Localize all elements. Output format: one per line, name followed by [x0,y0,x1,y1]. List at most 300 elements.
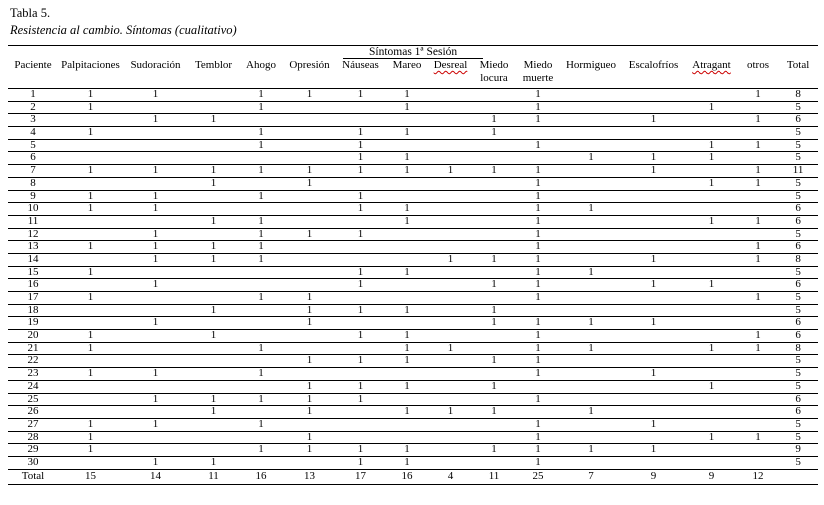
patient-cell: 9 [8,190,58,203]
mark-cell [188,266,239,279]
mark-cell [472,456,516,469]
mark-cell [123,444,188,457]
patient-cell: 3 [8,114,58,127]
mark-cell [58,406,123,419]
patient-cell: 14 [8,253,58,266]
mark-cell: 1 [385,330,429,343]
mark-cell [429,190,472,203]
mark-cell: 1 [123,418,188,431]
patient-cell: 30 [8,456,58,469]
mark-cell: 1 [123,317,188,330]
mark-cell [472,266,516,279]
mark-cell [738,101,778,114]
mark-cell: 1 [622,418,685,431]
mark-cell: 1 [385,355,429,368]
row-total-cell: 6 [778,203,818,216]
mark-cell: 1 [188,393,239,406]
mark-cell: 1 [685,380,738,393]
mark-cell [560,177,622,190]
mark-cell [385,228,429,241]
table-row [8,253,818,266]
mark-cell: 1 [336,89,385,102]
row-total-cell: 5 [778,355,818,368]
mark-cell: 1 [472,304,516,317]
mark-cell [429,266,472,279]
mark-cell: 1 [516,89,560,102]
patient-cell: 19 [8,317,58,330]
mark-cell: 1 [738,342,778,355]
mark-cell [472,292,516,305]
patient-cell: 2 [8,101,58,114]
mark-cell [560,431,622,444]
mark-cell [560,355,622,368]
mark-cell [283,253,336,266]
mark-cell [738,380,778,393]
totals-row [8,469,818,484]
mark-cell: 1 [336,127,385,140]
mark-cell [472,89,516,102]
mark-cell [560,393,622,406]
column-header-label: Opresión [289,59,330,71]
mark-cell: 1 [472,127,516,140]
table-row [8,444,818,457]
mark-cell [429,418,472,431]
mark-cell [123,342,188,355]
mark-cell: 1 [123,241,188,254]
row-total-cell: 5 [778,101,818,114]
mark-cell [560,228,622,241]
column-total-cell: 25 [516,469,560,484]
mark-cell [685,317,738,330]
mark-cell [283,456,336,469]
mark-cell: 1 [283,380,336,393]
patient-cell: 27 [8,418,58,431]
mark-cell: 1 [685,177,738,190]
mark-cell [188,127,239,140]
mark-cell [123,127,188,140]
mark-cell [472,393,516,406]
mark-cell: 1 [239,228,283,241]
mark-cell [472,101,516,114]
span-header-cell [8,46,818,60]
mark-cell [472,342,516,355]
mark-cell [429,456,472,469]
patient-cell: 17 [8,292,58,305]
mark-cell: 1 [516,368,560,381]
mark-cell [123,266,188,279]
mark-cell: 1 [123,368,188,381]
mark-cell [738,418,778,431]
mark-cell [738,279,778,292]
row-total-cell: 9 [778,444,818,457]
mark-cell [560,127,622,140]
mark-cell [622,89,685,102]
mark-cell [58,215,123,228]
row-total-cell: 5 [778,368,818,381]
mark-cell [188,418,239,431]
mark-cell [472,228,516,241]
mark-cell: 1 [560,152,622,165]
mark-cell: 1 [738,215,778,228]
mark-cell [58,139,123,152]
mark-cell [560,456,622,469]
mark-cell [429,139,472,152]
mark-cell [336,101,385,114]
mark-cell [685,89,738,102]
table-row [8,418,818,431]
mark-cell: 1 [58,165,123,178]
mark-cell [283,342,336,355]
mark-cell [622,127,685,140]
mark-cell: 1 [58,330,123,343]
grand-total-cell [778,469,818,484]
mark-cell [685,114,738,127]
mark-cell [472,368,516,381]
mark-cell: 1 [385,127,429,140]
mark-cell [58,304,123,317]
mark-cell: 1 [560,203,622,216]
mark-cell [738,228,778,241]
mark-cell [622,139,685,152]
mark-cell: 1 [385,342,429,355]
mark-cell: 1 [622,317,685,330]
column-total-cell: 13 [283,469,336,484]
mark-cell [429,304,472,317]
mark-cell: 1 [738,431,778,444]
mark-cell [283,127,336,140]
mark-cell [239,431,283,444]
mark-cell: 1 [283,444,336,457]
mark-cell [472,215,516,228]
mark-cell [188,279,239,292]
totals-label-cell: Total [8,469,58,484]
mark-cell: 1 [188,165,239,178]
mark-cell [385,139,429,152]
column-total-cell: 15 [58,469,123,484]
row-total-cell: 8 [778,89,818,102]
mark-cell [123,292,188,305]
mark-cell: 1 [516,177,560,190]
mark-cell [336,431,385,444]
table-row [8,393,818,406]
column-header [58,59,123,89]
mark-cell [622,101,685,114]
mark-cell: 1 [336,304,385,317]
mark-cell: 1 [685,279,738,292]
mark-cell [622,177,685,190]
column-header-label: Temblor [194,59,233,71]
mark-cell [516,152,560,165]
column-header [738,59,778,89]
mark-cell [685,330,738,343]
mark-cell [336,253,385,266]
mark-cell [123,330,188,343]
mark-cell: 1 [516,279,560,292]
mark-cell [685,304,738,317]
mark-cell: 1 [58,127,123,140]
mark-cell: 1 [516,203,560,216]
mark-cell [336,418,385,431]
mark-cell: 1 [738,241,778,254]
mark-cell [123,152,188,165]
patient-cell: 4 [8,127,58,140]
mark-cell [622,228,685,241]
mark-cell: 1 [123,203,188,216]
row-total-cell: 5 [778,152,818,165]
mark-cell: 1 [385,89,429,102]
mark-cell [622,266,685,279]
mark-cell [472,241,516,254]
mark-cell [283,215,336,228]
mark-cell [622,215,685,228]
patient-cell: 29 [8,444,58,457]
mark-cell: 1 [429,253,472,266]
mark-cell: 1 [560,317,622,330]
mark-cell: 1 [472,279,516,292]
patient-cell: 10 [8,203,58,216]
mark-cell: 1 [239,292,283,305]
mark-cell: 1 [385,215,429,228]
mark-cell: 1 [188,330,239,343]
mark-cell: 1 [336,165,385,178]
mark-cell [385,114,429,127]
mark-cell [429,292,472,305]
mark-cell: 1 [738,253,778,266]
table-row [8,304,818,317]
mark-cell: 1 [516,228,560,241]
mark-cell [429,368,472,381]
mark-cell [239,266,283,279]
mark-cell [429,215,472,228]
mark-cell: 1 [516,444,560,457]
mark-cell [336,406,385,419]
mark-cell: 1 [58,241,123,254]
mark-cell: 1 [58,342,123,355]
mark-cell: 1 [336,228,385,241]
mark-cell: 1 [516,342,560,355]
mark-cell [472,152,516,165]
mark-cell: 1 [685,152,738,165]
mark-cell [685,190,738,203]
mark-cell [58,253,123,266]
mark-cell: 1 [472,406,516,419]
mark-cell [239,317,283,330]
mark-cell: 1 [560,406,622,419]
mark-cell: 1 [429,165,472,178]
column-total-cell: 9 [685,469,738,484]
mark-cell [472,139,516,152]
mark-cell: 1 [336,355,385,368]
mark-cell [188,89,239,102]
mark-cell: 1 [622,165,685,178]
column-header [283,59,336,89]
mark-cell: 1 [336,152,385,165]
column-total-cell: 7 [560,469,622,484]
mark-cell: 1 [622,368,685,381]
mark-cell [429,228,472,241]
mark-cell [685,127,738,140]
mark-cell [685,355,738,368]
mark-cell [188,444,239,457]
table-row [8,330,818,343]
mark-cell [58,456,123,469]
column-header-label: Sudoración [130,59,181,71]
mark-cell [239,279,283,292]
mark-cell [429,152,472,165]
table-row [8,152,818,165]
mark-cell: 1 [239,139,283,152]
column-header-row [8,59,818,89]
row-total-cell: 6 [778,406,818,419]
mark-cell: 1 [336,330,385,343]
mark-cell: 1 [738,114,778,127]
mark-cell [283,418,336,431]
table-row [8,456,818,469]
mark-cell: 1 [239,253,283,266]
mark-cell [188,292,239,305]
mark-cell [429,355,472,368]
mark-cell [738,203,778,216]
mark-cell [738,127,778,140]
mark-cell [516,127,560,140]
mark-cell [58,380,123,393]
mark-cell: 1 [385,444,429,457]
span-header-row [8,46,818,60]
mark-cell [188,431,239,444]
mark-cell [429,114,472,127]
mark-cell [685,393,738,406]
mark-cell [123,406,188,419]
mark-cell: 1 [516,215,560,228]
row-total-cell: 6 [778,114,818,127]
column-header-label: Escalofríos [628,59,679,71]
column-header [8,59,58,89]
patient-cell: 16 [8,279,58,292]
mark-cell: 1 [516,139,560,152]
mark-cell: 1 [516,266,560,279]
mark-cell [560,190,622,203]
patient-cell: 26 [8,406,58,419]
mark-cell [622,355,685,368]
mark-cell: 1 [738,177,778,190]
mark-cell: 1 [516,317,560,330]
mark-cell: 1 [516,418,560,431]
patient-cell: 24 [8,380,58,393]
mark-cell: 1 [516,292,560,305]
mark-cell: 1 [123,165,188,178]
mark-cell [622,190,685,203]
mark-cell [560,241,622,254]
mark-cell: 1 [385,406,429,419]
mark-cell: 1 [516,165,560,178]
mark-cell: 1 [738,292,778,305]
patient-cell: 20 [8,330,58,343]
mark-cell [283,101,336,114]
column-total-cell: 4 [429,469,472,484]
mark-cell [283,114,336,127]
table-row [8,203,818,216]
mark-cell [123,431,188,444]
mark-cell [622,203,685,216]
mark-cell: 1 [188,114,239,127]
mark-cell [560,418,622,431]
mark-cell [685,406,738,419]
mark-cell [516,380,560,393]
mark-cell: 1 [239,241,283,254]
table-row [8,139,818,152]
column-total-cell: 16 [385,469,429,484]
mark-cell: 1 [472,355,516,368]
mark-cell [622,456,685,469]
mark-cell [336,368,385,381]
mark-cell: 1 [516,393,560,406]
mark-cell [685,368,738,381]
mark-cell: 1 [239,368,283,381]
mark-cell [429,127,472,140]
mark-cell: 1 [516,101,560,114]
mark-cell: 1 [239,165,283,178]
column-total-cell: 14 [123,469,188,484]
mark-cell [283,368,336,381]
mark-cell [685,165,738,178]
mark-cell [622,380,685,393]
mark-cell: 1 [685,431,738,444]
mark-cell [283,241,336,254]
mark-cell: 1 [738,165,778,178]
patient-cell: 11 [8,215,58,228]
patient-cell: 6 [8,152,58,165]
mark-cell: 1 [58,444,123,457]
table-row [8,177,818,190]
mark-cell: 1 [283,304,336,317]
patient-cell: 8 [8,177,58,190]
column-header-label: Hormigueo [565,59,617,71]
mark-cell [385,253,429,266]
mark-cell [622,342,685,355]
column-header-label: otros [747,59,769,71]
mark-cell: 1 [385,456,429,469]
table-row [8,380,818,393]
mark-cell [188,380,239,393]
mark-cell [429,380,472,393]
mark-cell: 1 [58,190,123,203]
mark-cell: 1 [429,406,472,419]
mark-cell [188,203,239,216]
mark-cell: 1 [472,165,516,178]
mark-cell [188,139,239,152]
mark-cell: 1 [239,101,283,114]
span-header-label: Síntomas 1ª Sesión [343,46,483,59]
mark-cell: 1 [123,190,188,203]
mark-cell [429,393,472,406]
mark-cell [738,266,778,279]
column-header [685,59,738,89]
mark-cell [738,368,778,381]
mark-cell [429,177,472,190]
mark-cell: 1 [58,266,123,279]
mark-cell [385,418,429,431]
mark-cell [336,317,385,330]
column-total-cell: 17 [336,469,385,484]
table-row [8,190,818,203]
mark-cell: 1 [283,165,336,178]
mark-cell [738,152,778,165]
mark-cell [429,241,472,254]
mark-cell [685,266,738,279]
mark-cell [123,304,188,317]
mark-cell: 1 [516,253,560,266]
mark-cell: 1 [622,279,685,292]
